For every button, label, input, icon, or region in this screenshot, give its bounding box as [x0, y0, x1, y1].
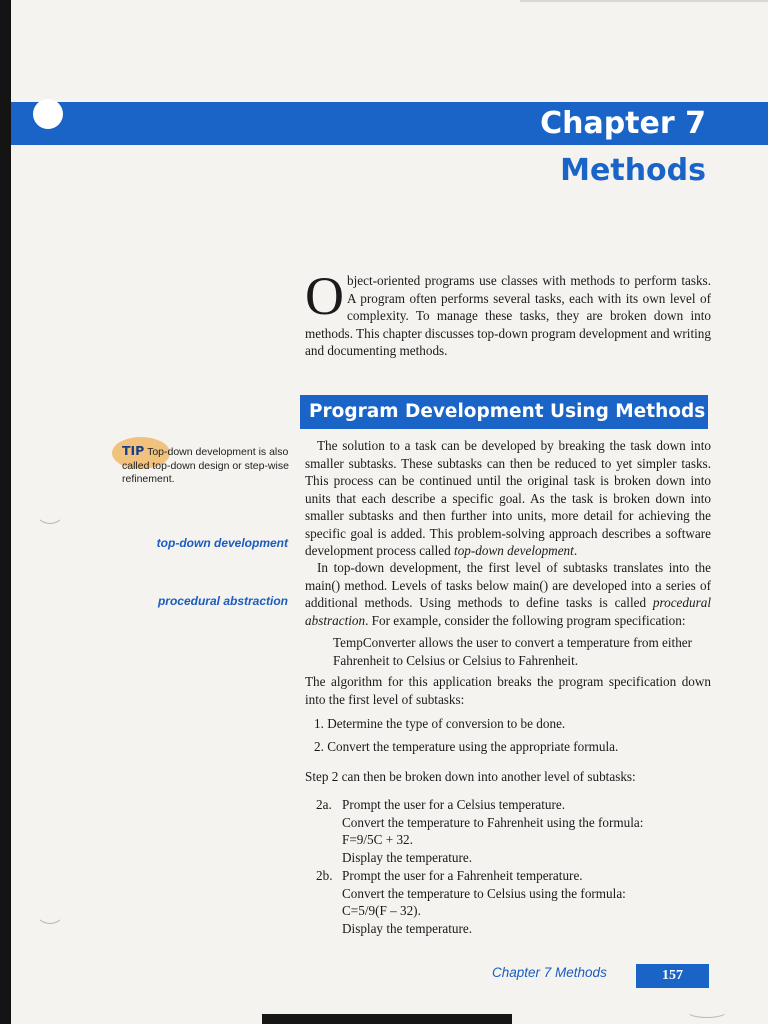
paragraph-2-text: In top-down development, the first level of subtasks translates into the main() method. Levels of tasks below main() are developed into a series of additional methods. Using methods to define tasks is called	[305, 560, 711, 610]
tip-text: Top-down development is also called top-down design or step-wise refinement.	[122, 446, 289, 485]
paragraph-1-end: .	[573, 543, 578, 558]
paragraph-4: Step 2 can then be broken down into another level of subtasks:	[305, 769, 636, 784]
tip-note	[122, 444, 292, 487]
substep-line: Display the temperature.	[342, 920, 472, 936]
substep-2a	[316, 796, 716, 866]
substep-number: 2b.	[316, 868, 333, 883]
paragraph-1-term: top-down development	[454, 543, 574, 558]
step-1: 1. Determine the type of conversion to be done.	[314, 716, 566, 731]
paragraph-2-term: procedural abstraction	[305, 595, 711, 628]
paragraph-2-end: . For example, consider the following program specification:	[365, 612, 686, 628]
substep-line: F=9/5C + 32.	[342, 832, 413, 847]
scan-bottom-edge	[262, 1014, 512, 1024]
scan-crease-mark	[686, 1004, 728, 1018]
substep-line: Prompt the user for a Celsius temperature.	[342, 797, 566, 812]
step-2: 2. Convert the temperature using the appropriate formula.	[314, 739, 619, 754]
scan-top-rule	[520, 0, 768, 2]
margin-term-procedural: procedural abstraction	[157, 594, 288, 608]
footer-chapter-label: Chapter 7 Methods	[492, 965, 607, 980]
hole-punch-circle	[33, 99, 63, 129]
substep-number: 2a.	[316, 797, 332, 812]
substep-line: C=5/9(F – 32).	[342, 903, 421, 918]
page-number: 157	[636, 964, 709, 988]
program-specification: TempConverter allows the user to convert a temperature from either Fahrenheit to Celsius or Celsius to Fahrenheit.	[333, 635, 693, 668]
intro-paragraph	[305, 266, 711, 360]
scan-crease-mark	[36, 500, 64, 524]
scan-crease-mark	[36, 900, 64, 924]
paragraph-2	[305, 559, 711, 629]
scan-left-edge	[0, 0, 11, 1024]
chapter-number: Chapter 7	[540, 106, 706, 141]
substep-line: Prompt the user for a Fahrenheit temperature.	[342, 868, 583, 883]
drop-cap: O	[305, 266, 344, 326]
substep-line: Convert the temperature to Celsius using the formula:	[342, 885, 626, 901]
chapter-title: Methods	[560, 153, 706, 188]
section-heading: Program Development Using Methods	[300, 395, 708, 429]
substep-line: Convert the temperature to Fahrenheit using the formula:	[342, 814, 644, 830]
paragraph-1	[305, 437, 711, 560]
intro-text: bject-oriented programs use classes with methods to perform tasks. A program often performs several tasks, each with its own level of complexity. To manage these tasks, they are broken down into methods. This chapter discusses top-down program development and writing and documenting methods.	[305, 273, 711, 358]
margin-term-top-down: top-down development	[156, 536, 288, 550]
paragraph-3: The algorithm for this application breaks the program specification down into the first level of subtasks:	[305, 674, 711, 707]
paragraph-1-text: The solution to a task can be developed by breaking the task down into smaller subtasks. These subtasks can then be reduced to yet simpler tasks. This process can be continued until the original task is broken down into units that each describe a specific goal. As the task is broken down into smaller subtasks and then further into units, more detail for achieving the specific goal is added. This problem-solving approach describes a software development process called	[305, 438, 711, 558]
tip-label: TIP	[122, 443, 145, 458]
substep-line: Display the temperature.	[342, 849, 472, 865]
substep-2b	[316, 867, 716, 937]
